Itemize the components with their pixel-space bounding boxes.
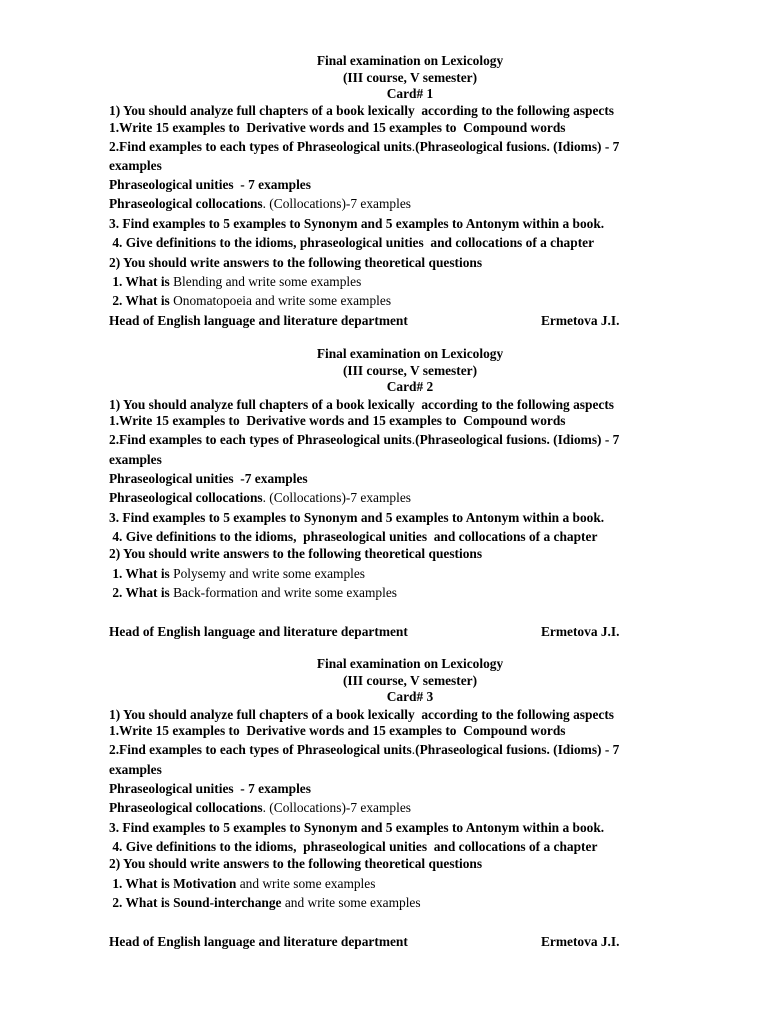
question-2-prefix: 2. What is <box>109 585 174 600</box>
task-item-1: 1.Write 15 examples to Derivative words and 15 examples to Compound words <box>109 413 566 428</box>
task-item-2-dot: . <box>411 139 416 154</box>
question-2-text: Onomatopoeia and write some examples <box>173 293 392 308</box>
question-1 <box>109 876 375 891</box>
phraseological-collocations <box>109 490 411 505</box>
phraseological-collocations <box>109 800 411 815</box>
task-item-3: 3. Find examples to 5 examples to Synonym and 5 examples to Antonym within a book. <box>109 216 605 231</box>
task-item-2-c: (Phraseological fusions. (Idioms) - 7 <box>415 742 620 757</box>
task-item-2-dot: . <box>411 742 416 757</box>
question-1 <box>109 566 365 581</box>
task-item-2 <box>109 139 619 154</box>
card-number: Card# 1 <box>386 86 434 101</box>
question-2-prefix: 2. What is <box>109 293 174 308</box>
signature-role: Head of English language and literature department <box>109 313 408 328</box>
task-item-4: 4. Give definitions to the idioms, phraseological unities and collocations of a chapter <box>109 839 598 854</box>
task1-heading: 1) You should analyze full chapters of a book lexically according to the following aspects <box>109 397 615 412</box>
signature-role: Head of English language and literature department <box>109 624 408 639</box>
task-item-2-c: (Phraseological fusions. (Idioms) - 7 <box>415 139 620 154</box>
signature-name: Ermetova J.I. <box>541 624 620 639</box>
card-title: Final examination on Lexicology <box>316 53 504 68</box>
card-number: Card# 3 <box>386 689 434 704</box>
task2-heading: 2) You should write answers to the following theoretical questions <box>109 546 483 561</box>
task-item-1: 1.Write 15 examples to Derivative words and 15 examples to Compound words <box>109 723 566 738</box>
task-item-2-c: (Phraseological fusions. (Idioms) - 7 <box>415 432 620 447</box>
task-item-2-dot: . <box>411 432 416 447</box>
question-1-text: Blending and write some examples <box>173 274 362 289</box>
collocations-detail: . (Collocations)-7 examples <box>262 800 411 815</box>
task2-heading: 2) You should write answers to the following theoretical questions <box>109 255 483 270</box>
question-2 <box>109 585 397 600</box>
task2-heading: 2) You should write answers to the following theoretical questions <box>109 856 483 871</box>
signature-name: Ermetova J.I. <box>541 313 620 328</box>
task-item-2-continuation: examples <box>109 158 162 173</box>
task-item-2-a: 2.Find examples to each types of Phraseological units <box>109 139 412 154</box>
task-item-4: 4. Give definitions to the idioms, phraseological unities and collocations of a chapter <box>109 529 598 544</box>
question-1-prefix: 1. What is Motivation <box>109 876 240 891</box>
task-item-3: 3. Find examples to 5 examples to Synonym and 5 examples to Antonym within a book. <box>109 820 605 835</box>
task-item-3: 3. Find examples to 5 examples to Synonym and 5 examples to Antonym within a book. <box>109 510 605 525</box>
question-1-prefix: 1. What is <box>109 274 174 289</box>
task1-heading: 1) You should analyze full chapters of a book lexically according to the following aspects <box>109 103 615 118</box>
card-course: (III course, V semester) <box>342 673 478 688</box>
collocations-label: Phraseological collocations <box>109 196 263 211</box>
question-1 <box>109 274 361 289</box>
question-2-text: and write some examples <box>284 895 421 910</box>
signature-name: Ermetova J.I. <box>541 934 620 949</box>
phraseological-unities: Phraseological unities - 7 examples <box>109 781 311 796</box>
signature-role: Head of English language and literature department <box>109 934 408 949</box>
card-course: (III course, V semester) <box>342 70 478 85</box>
task-item-2 <box>109 432 619 447</box>
question-1-prefix: 1. What is <box>109 566 174 581</box>
card-title: Final examination on Lexicology <box>316 656 504 671</box>
collocations-detail: . (Collocations)-7 examples <box>262 490 411 505</box>
question-1-text: and write some examples <box>239 876 376 891</box>
phraseological-unities: Phraseological unities -7 examples <box>109 471 308 486</box>
card-title: Final examination on Lexicology <box>316 346 504 361</box>
task-item-2-continuation: examples <box>109 452 162 467</box>
phraseological-collocations <box>109 196 411 211</box>
collocations-label: Phraseological collocations <box>109 490 263 505</box>
task-item-2-a: 2.Find examples to each types of Phraseological units <box>109 742 412 757</box>
task1-heading: 1) You should analyze full chapters of a book lexically according to the following aspects <box>109 707 615 722</box>
question-2 <box>109 895 421 910</box>
task-item-2-continuation: examples <box>109 762 162 777</box>
question-2-text: Back-formation and write some examples <box>173 585 397 600</box>
task-item-2-a: 2.Find examples to each types of Phraseological units <box>109 432 412 447</box>
collocations-label: Phraseological collocations <box>109 800 263 815</box>
question-2-prefix: 2. What is Sound-interchange <box>109 895 285 910</box>
phraseological-unities: Phraseological unities - 7 examples <box>109 177 311 192</box>
task-item-1: 1.Write 15 examples to Derivative words and 15 examples to Compound words <box>109 120 566 135</box>
card-course: (III course, V semester) <box>342 363 478 378</box>
question-2 <box>109 293 391 308</box>
task-item-4: 4. Give definitions to the idioms, phraseological unities and collocations of a chapter <box>109 235 595 250</box>
collocations-detail: . (Collocations)-7 examples <box>262 196 411 211</box>
task-item-2 <box>109 742 619 757</box>
card-number: Card# 2 <box>386 379 434 394</box>
question-1-text: Polysemy and write some examples <box>173 566 366 581</box>
